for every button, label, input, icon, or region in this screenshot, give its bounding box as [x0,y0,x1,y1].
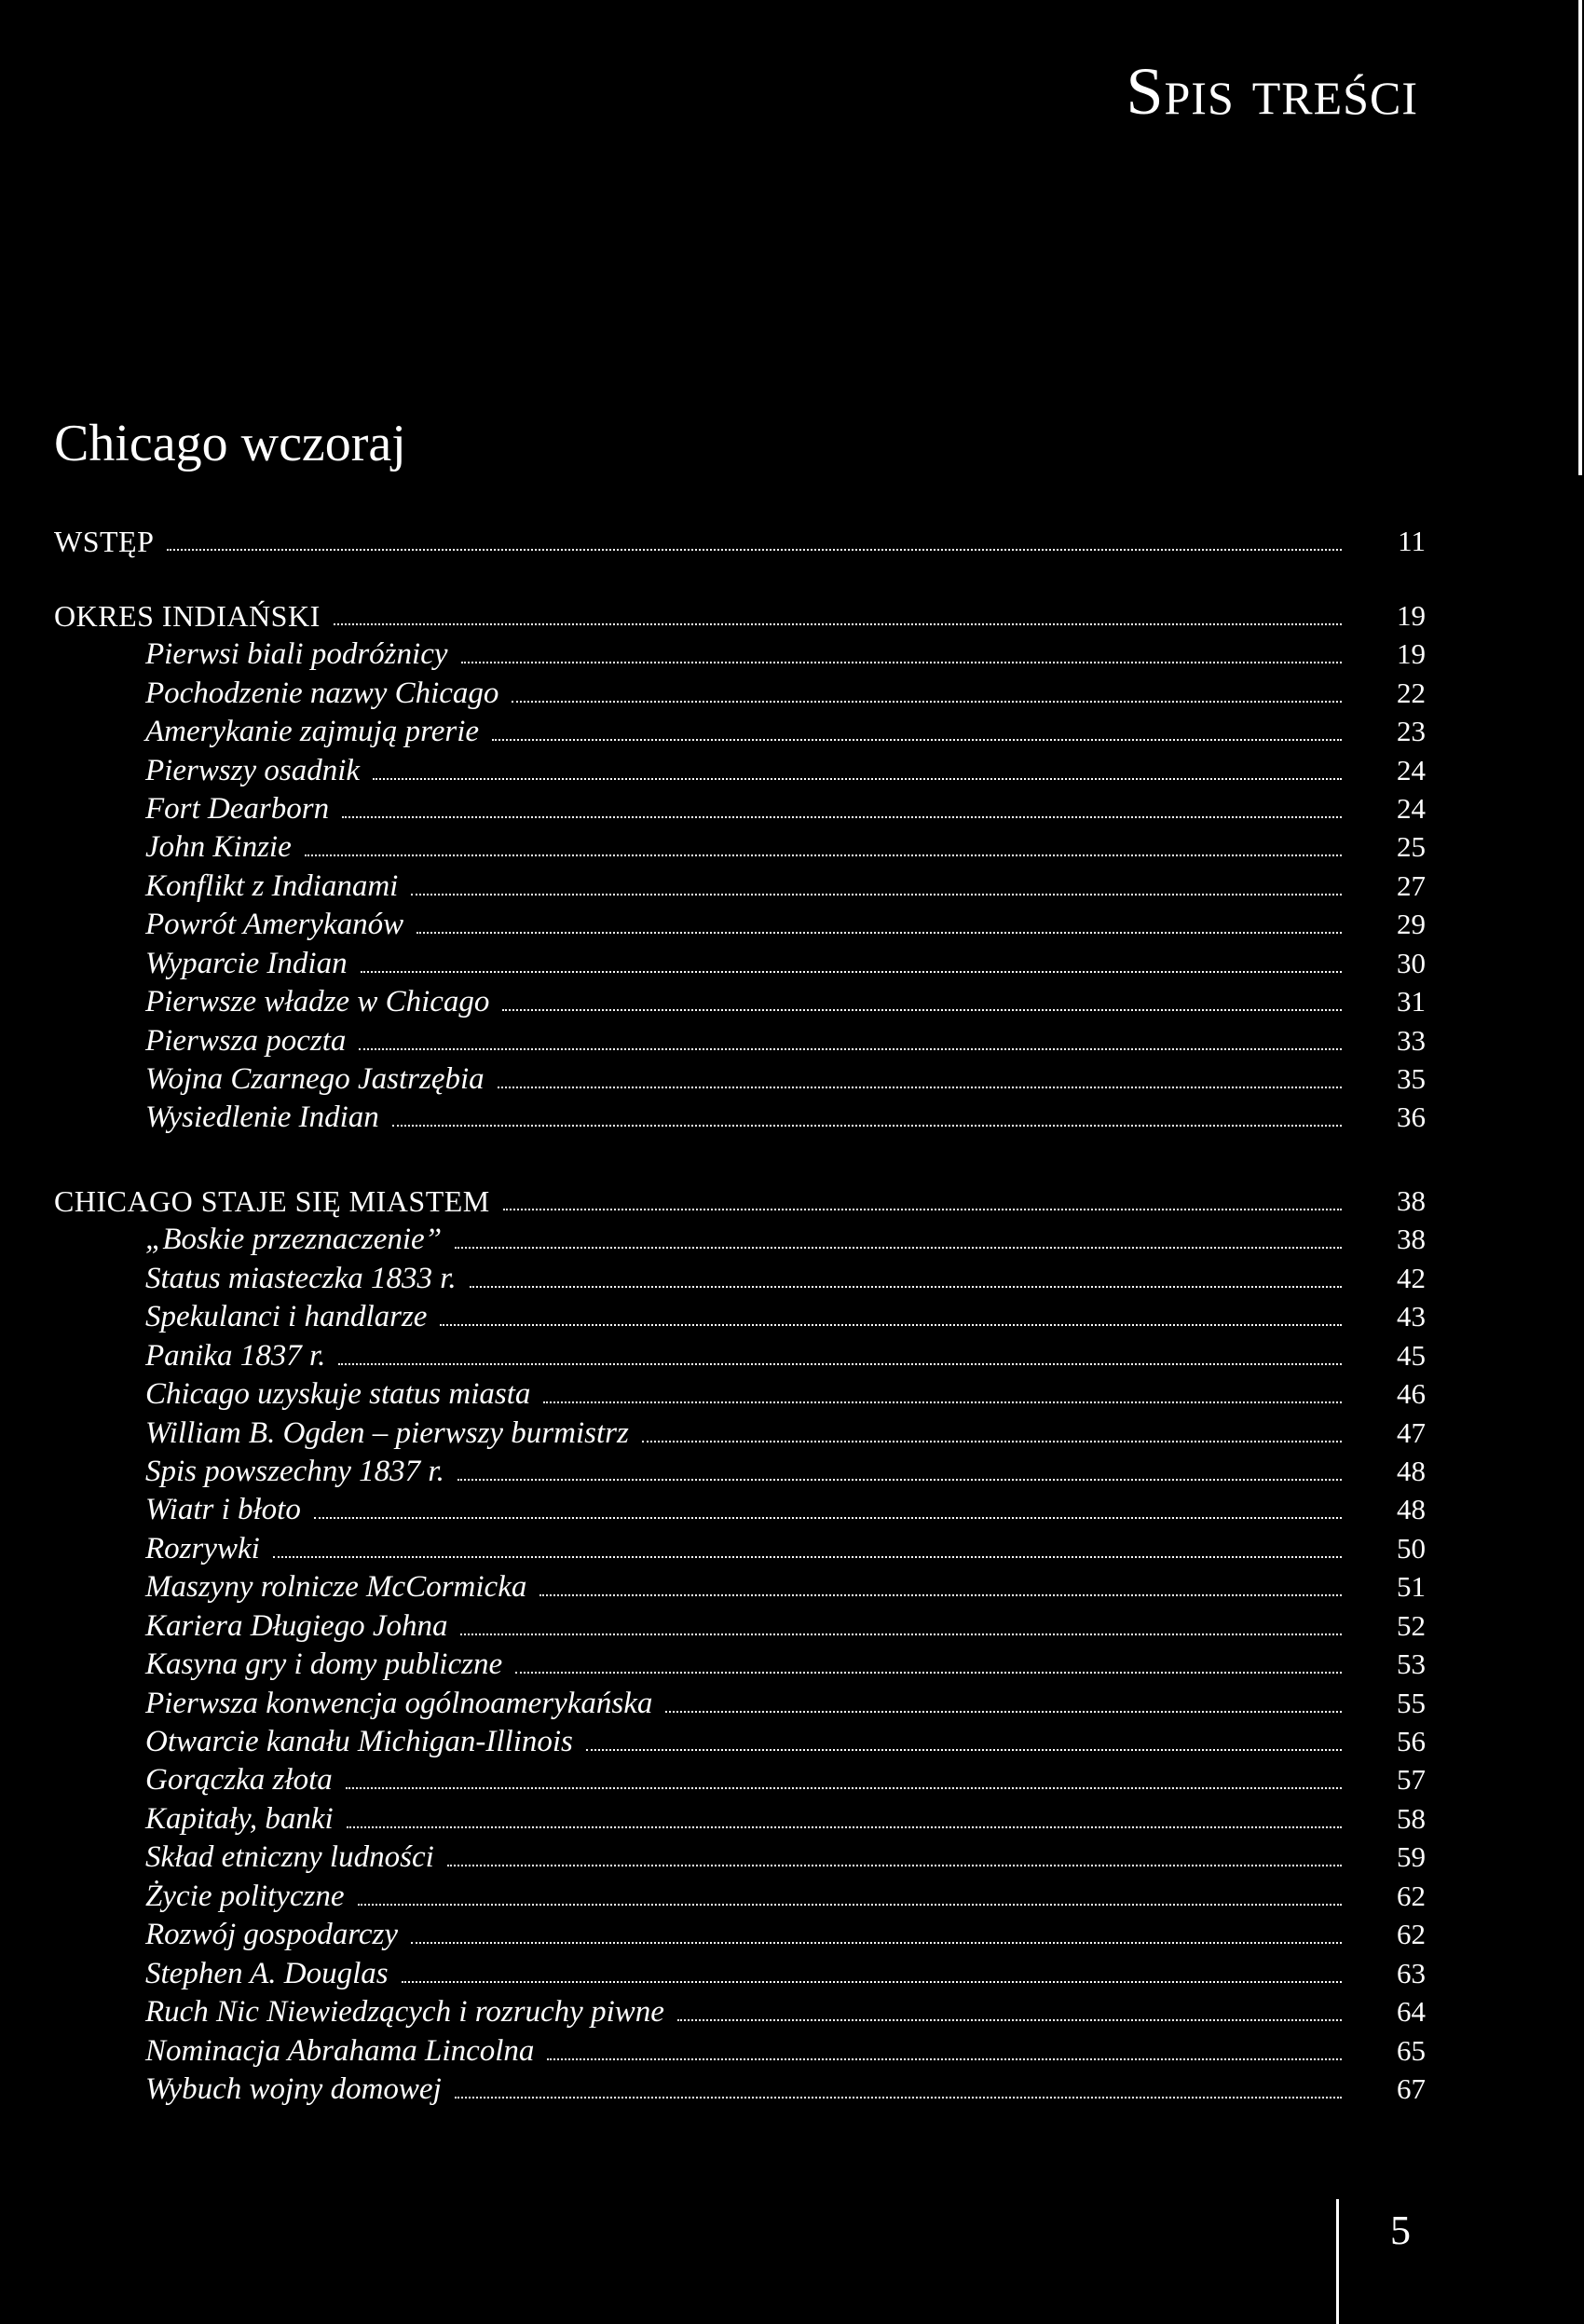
toc-entry-title: Nominacja Abrahama Lincolna [145,2034,535,2068]
toc-section-entry [54,1414,1426,1453]
dot-leader [347,1826,1342,1828]
dot-leader [502,1009,1342,1011]
toc-entry-title: Skład etniczny ludności [145,1840,434,1874]
toc-section-entry [54,712,1426,751]
dot-leader [346,1787,1342,1789]
toc-entry-title: Gorączka złota [145,1763,333,1797]
toc-entry-page: 42 [1397,1262,1426,1294]
dot-leader [642,1441,1342,1442]
dot-leader [359,1048,1342,1050]
dot-leader [314,1517,1342,1519]
dot-leader [461,662,1343,663]
dot-leader [361,971,1342,973]
toc-section-entry [54,1799,1426,1839]
toc-entry-title: Pierwsze władze w Chicago [145,985,490,1018]
toc-entry-page: 63 [1397,1957,1426,1989]
dot-leader [334,623,1342,625]
toc-entry-page: 59 [1397,1840,1426,1873]
toc-entry-page: 56 [1397,1725,1426,1757]
dot-leader [455,2097,1342,2098]
dot-leader [512,701,1342,703]
toc-entry-page: 62 [1397,1880,1426,1912]
toc-entry-title: Wiatr i błoto [145,1493,301,1526]
toc-entry-title: Rozrywki [145,1532,260,1565]
toc-entry-page: 23 [1397,715,1426,747]
toc-section-entry [54,1645,1426,1684]
toc-entry-title: Kapitały, banki [145,1802,334,1836]
toc-section-entry [54,2031,1426,2071]
toc-entry-page: 24 [1397,792,1426,825]
toc-entry-title: Pierwsi biali podróżnicy [145,637,448,671]
toc-entry-page: 58 [1397,1802,1426,1835]
toc-entry-page: 51 [1397,1570,1426,1603]
dot-leader [273,1556,1342,1558]
toc-entry-page: 29 [1397,908,1426,940]
toc-entry-title: Pierwszy osadnik [145,754,361,787]
toc-entry-page: 53 [1397,1647,1426,1680]
toc-entry-title: Amerykanie zajmują prerie [145,715,480,748]
toc-section-entry [54,1954,1426,1993]
toc-entry-page: 35 [1397,1062,1426,1095]
toc-section-entry [54,1567,1426,1606]
toc-section-entry [54,751,1426,790]
toc-entry-page: 57 [1397,1763,1426,1796]
toc-section-entry [54,1336,1426,1375]
toc-entry-title: John Kinzie [145,830,292,864]
toc-entry-title: Powrót Amerykanów [145,908,404,941]
toc-entry-page: 31 [1397,985,1426,1018]
dot-leader [305,854,1342,856]
toc-entry-title: Fort Dearborn [145,792,330,826]
toc-section-entry [54,1220,1426,1259]
toc-entry-page: 43 [1397,1300,1426,1333]
toc-chapter-entry [54,596,1426,636]
toc-entry-title: Spekulanci i handlarze [145,1300,428,1333]
toc-entry-title: WSTĘP [54,525,155,558]
toc-entry-page: 55 [1397,1687,1426,1719]
toc-entry-title: Kariera Długiego Johna [145,1609,448,1643]
toc-section-entry [54,905,1426,944]
toc-section-entry [54,1452,1426,1491]
toc-entry-title: Pierwsza poczta [145,1024,347,1058]
toc-section-entry [54,1297,1426,1336]
dot-leader [515,1672,1342,1674]
toc-entry-page: 11 [1398,525,1426,557]
toc-section-entry [54,982,1426,1021]
table-of-contents [54,0,1426,2324]
toc-entry-title: Chicago uzyskuje status miasta [145,1377,531,1411]
dot-leader [416,932,1342,934]
dot-leader [455,1247,1342,1249]
toc-section-entry [54,1838,1426,1877]
toc-entry-title: „Boskie przeznaczenie” [145,1223,443,1256]
toc-entry-page: 19 [1397,599,1426,632]
dot-leader [543,1401,1342,1403]
toc-entry-title: Kasyna gry i domy publiczne [145,1647,503,1681]
toc-entry-page: 47 [1397,1416,1426,1449]
toc-section-entry [54,1722,1426,1761]
dot-leader [586,1749,1342,1751]
toc-entry-title: Wybuch wojny domowej [145,2072,442,2106]
toc-entry-page: 50 [1397,1532,1426,1565]
toc-entry-title: CHICAGO STAJE SIĘ MIASTEM [54,1184,490,1218]
toc-section-entry [54,2070,1426,2109]
toc-entry-page: 25 [1397,830,1426,863]
dot-leader [503,1209,1342,1210]
dot-leader [402,1981,1342,1983]
toc-section-entry [54,867,1426,906]
toc-entry-title: Pierwsza konwencja ogólnoamerykańska [145,1687,653,1720]
dot-leader [440,1324,1342,1326]
toc-section-entry [54,1529,1426,1568]
toc-entry-title: Maszyny rolnicze McCormicka [145,1570,527,1604]
toc-section-entry [54,1606,1426,1646]
page-number: 5 [1390,2208,1411,2253]
dot-leader [665,1711,1342,1713]
dot-leader [411,894,1342,895]
toc-entry-title: Panika 1837 r. [145,1339,326,1373]
toc-entry-title: Pochodzenie nazwy Chicago [145,677,499,710]
dot-leader [498,1087,1342,1088]
toc-entry-page: 38 [1397,1223,1426,1255]
toc-entry-page: 33 [1397,1024,1426,1057]
toc-section-entry [54,1915,1426,1954]
dot-leader [342,816,1342,818]
dot-leader [677,2019,1342,2021]
toc-section-entry [54,1059,1426,1099]
toc-section-entry [54,1877,1426,1916]
toc-section-entry [54,944,1426,983]
dot-leader [447,1865,1342,1866]
toc-entry-page: 19 [1397,637,1426,670]
toc-entry-title: OKRES INDIAŃSKI [54,599,321,633]
dot-leader [539,1594,1342,1596]
toc-entry-page: 48 [1397,1455,1426,1487]
toc-entry-page: 30 [1397,947,1426,979]
page-heading: Spis treści [1126,54,1418,129]
toc-section-entry [54,1098,1426,1137]
toc-entry-title: Status miasteczka 1833 r. [145,1262,457,1295]
toc-entry-title: Wojna Czarnego Jastrzębia [145,1062,485,1096]
toc-entry-page: 52 [1397,1609,1426,1642]
toc-section-entry [54,827,1426,867]
dot-leader [373,778,1342,780]
toc-entry-title: Spis powszechny 1837 r. [145,1455,444,1488]
dot-leader [460,1634,1342,1635]
dot-leader [547,2058,1342,2060]
dot-leader [411,1942,1342,1944]
toc-entry-title: Otwarcie kanału Michigan-Illinois [145,1725,573,1758]
dot-leader [338,1363,1342,1365]
toc-section-entry [54,1021,1426,1060]
toc-entry-title: William B. Ogden – pierwszy burmistrz [145,1416,629,1450]
toc-entry-title: Konflikt z Indianami [145,869,399,903]
toc-section-entry [54,789,1426,828]
dot-leader [392,1125,1342,1127]
toc-entry-page: 65 [1397,2034,1426,2067]
toc-section-entry [54,1374,1426,1414]
toc-entry-title: Wysiedlenie Indian [145,1100,379,1134]
toc-entry-page: 62 [1397,1918,1426,1950]
toc-section-entry [54,1684,1426,1723]
toc-entry-page: 22 [1397,677,1426,709]
dot-leader [492,739,1342,741]
toc-entry-title: Życie polityczne [145,1880,345,1913]
toc-section-entry [54,1992,1426,2031]
toc-chapter-entry [54,1182,1426,1221]
toc-entry-page: 24 [1397,754,1426,786]
toc-entry-page: 27 [1397,869,1426,902]
toc-entry-page: 36 [1397,1100,1426,1133]
toc-section-entry [54,1760,1426,1799]
toc-entry-title: Ruch Nic Niewiedzących i rozruchy piwne [145,1995,664,2029]
dot-leader [358,1904,1342,1906]
toc-entry-page: 46 [1397,1377,1426,1410]
toc-entry-title: Rozwój gospodarczy [145,1918,399,1951]
toc-entry-page: 38 [1397,1184,1426,1217]
dot-leader [457,1479,1342,1481]
toc-section-entry [54,674,1426,713]
toc-entry-title: Wyparcie Indian [145,947,348,980]
toc-section-entry [54,1259,1426,1298]
toc-chapter-entry [54,522,1426,561]
dot-leader [470,1286,1342,1288]
toc-entry-page: 64 [1397,1995,1426,2028]
section-title: Chicago wczoraj [54,415,406,472]
dot-leader [167,549,1342,551]
toc-entry-title: Stephen A. Douglas [145,1957,389,1990]
page-edge-line [1578,0,1582,475]
toc-entry-page: 45 [1397,1339,1426,1372]
folio-rule [1336,2199,1339,2324]
toc-section-entry [54,1490,1426,1529]
toc-section-entry [54,635,1426,674]
toc-entry-page: 67 [1397,2072,1426,2105]
toc-entry-page: 48 [1397,1493,1426,1525]
